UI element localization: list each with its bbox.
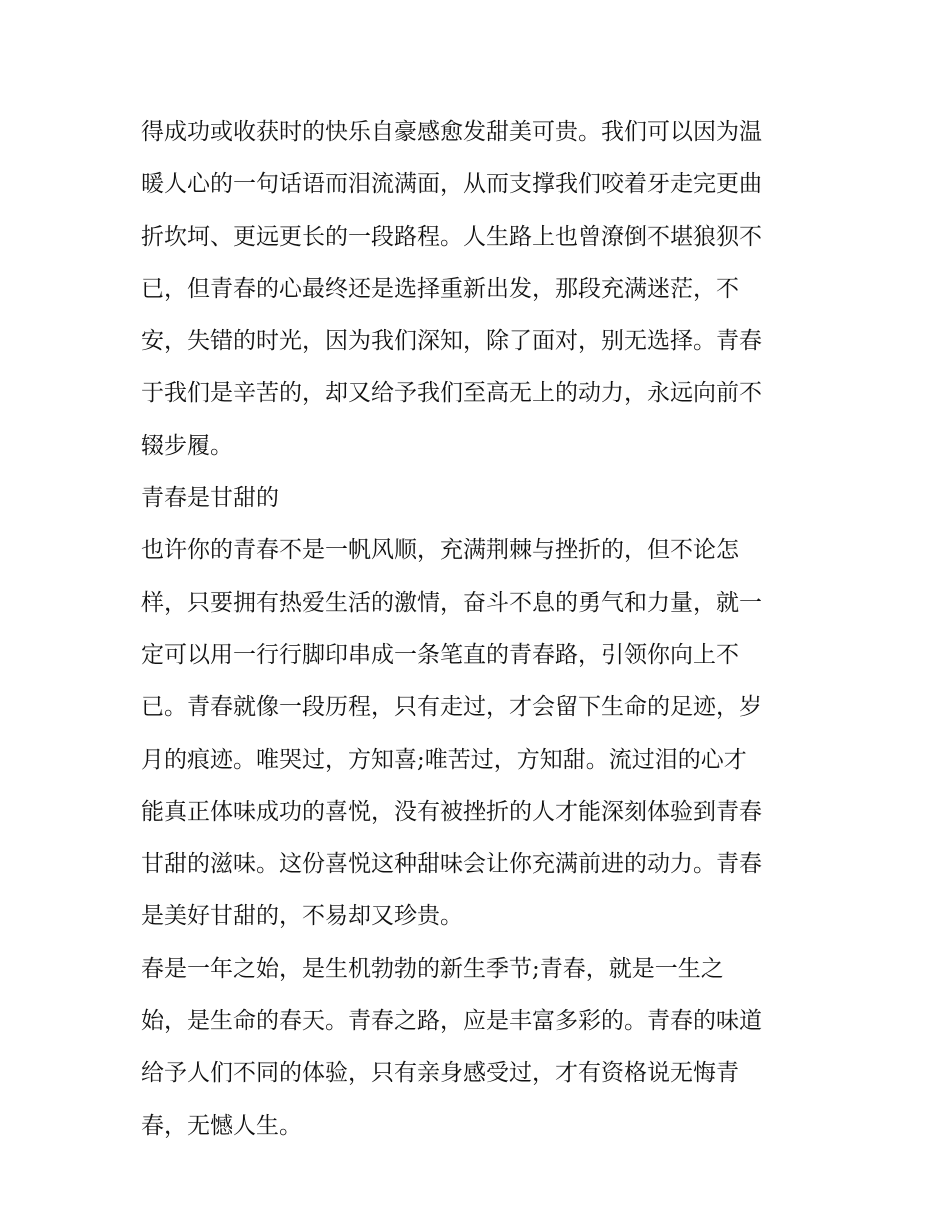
text-line: 能真正体味成功的喜悦，没有被挫折的人才能深刻体验到青春 [141,798,762,825]
text-line: 安，失错的时光，因为我们深知，除了面对，别无选择。青春 [141,328,762,355]
text-line: 春，无憾人生。 [141,1112,302,1139]
text-line: 已，但青春的心最终还是选择重新出发，那段充满迷茫，不 [141,275,739,302]
text-line: 月的痕迹。唯哭过，方知喜;唯苦过，方知甜。流过泪的心才 [141,746,747,773]
text-line: 暖人心的一句话语而泪流满面，从而支撑我们咬着牙走完更曲 [141,171,762,198]
text-line: 定可以用一行行脚印串成一条笔直的青春路，引领你向上不 [141,641,739,668]
text-line: 也许你的青春不是一帆风顺，充满荆棘与挫折的，但不论怎 [141,537,739,564]
text-line: 春是一年之始，是生机勃勃的新生季节;青春，就是一生之 [141,955,724,982]
text-line: 甘甜的滋味。这份喜悦这种甜味会让你充满前进的动力。青春 [141,851,762,878]
text-line: 辍步履。 [141,432,233,459]
text-line: 给予人们不同的体验，只有亲身感受过，才有资格说无悔青 [141,1060,739,1087]
text-line: 始，是生命的春天。青春之路，应是丰富多彩的。青春的味道 [141,1008,762,1035]
text-line: 折坎坷、更远更长的一段路程。人生路上也曾潦倒不堪狼狈不 [141,223,762,250]
text-line: 样，只要拥有热爱生活的激情，奋斗不息的勇气和力量，就一 [141,589,762,616]
text-line: 得成功或收获时的快乐自豪感愈发甜美可贵。我们可以因为温 [141,119,762,145]
body-text [141,106,821,1152]
text-line: 已。青春就像一段历程，只有走过，才会留下生命的足迹，岁 [141,694,762,721]
section-heading: 青春是甘甜的 [141,485,279,512]
text-line: 是美好甘甜的，不易却又珍贵。 [141,903,463,930]
text-line: 于我们是辛苦的，却又给予我们至高无上的动力，永远向前不 [141,380,762,407]
